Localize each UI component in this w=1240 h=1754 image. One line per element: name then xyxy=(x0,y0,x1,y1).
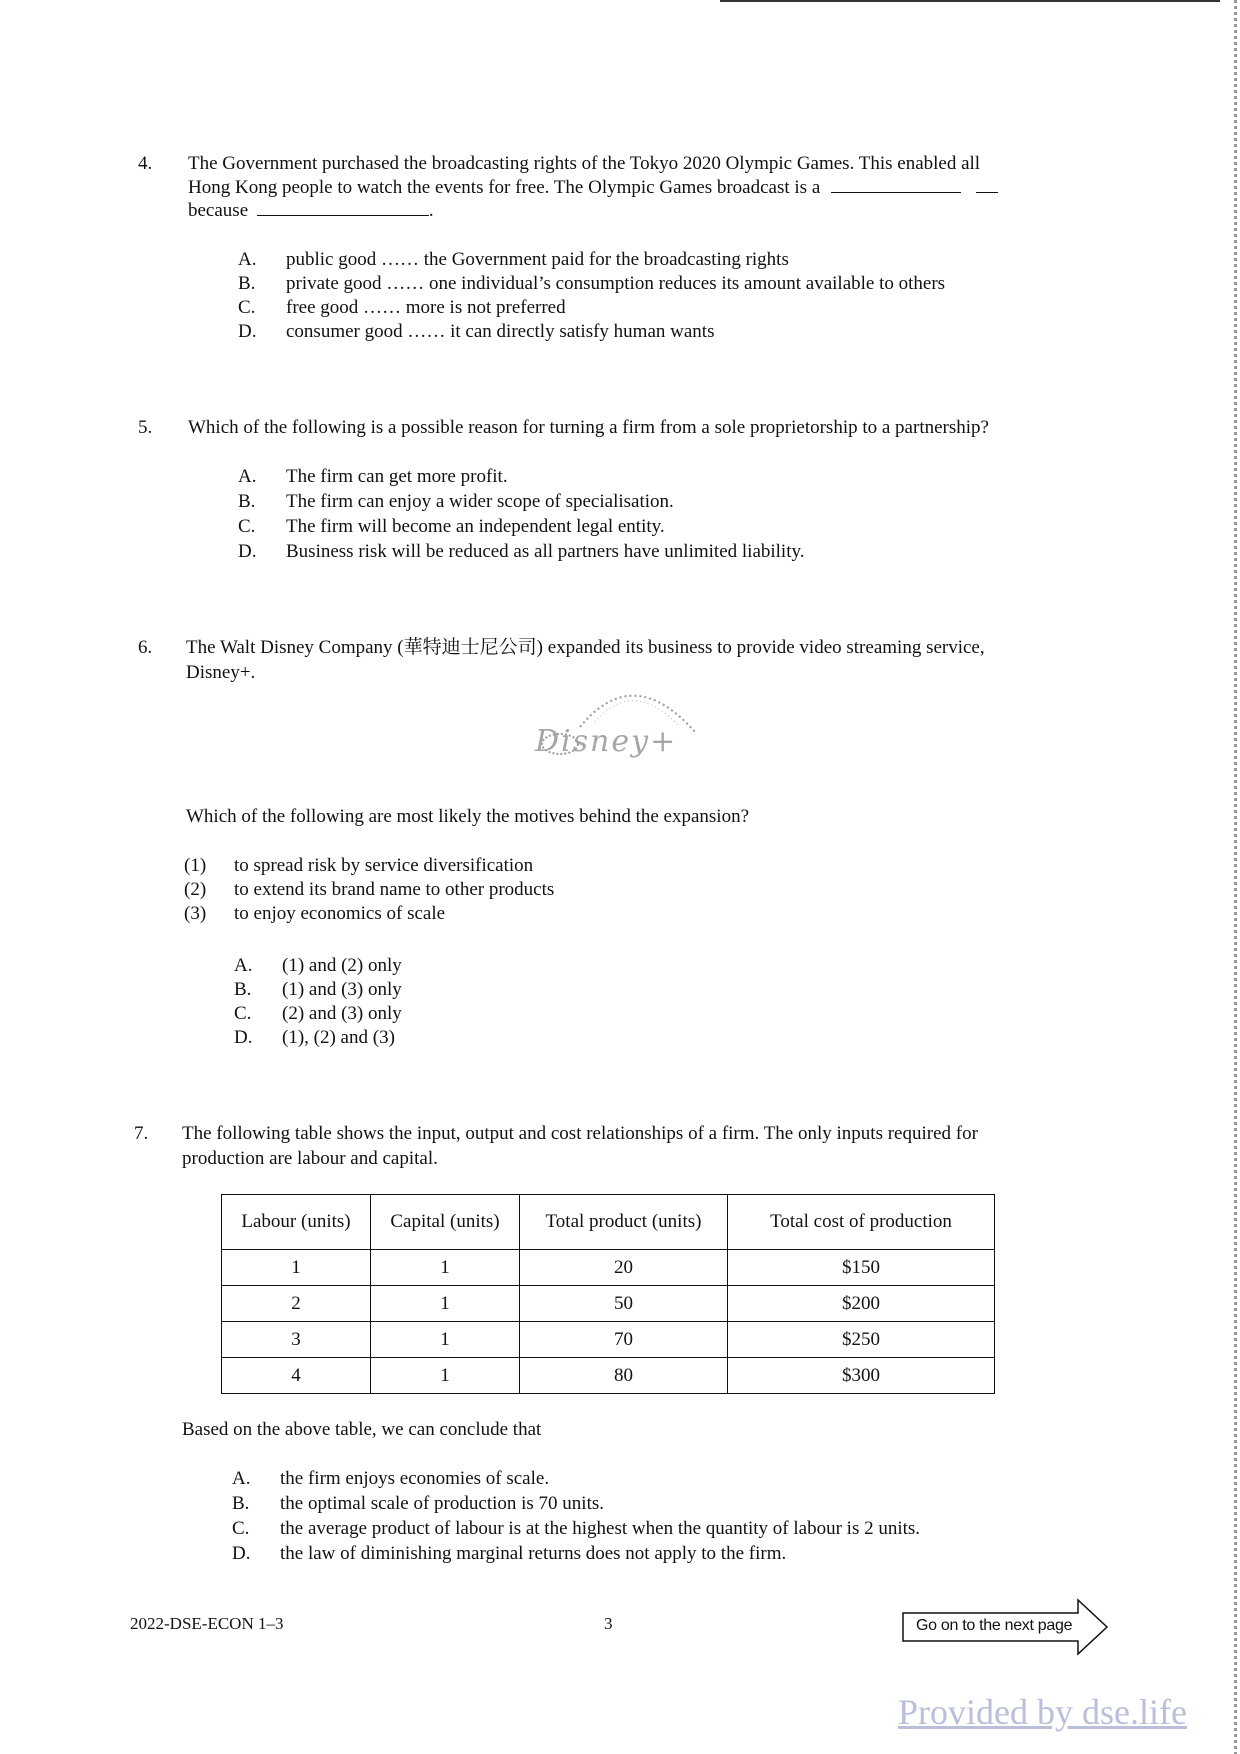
option-text: Business risk will be reduced as all partners have unlimited liability. xyxy=(286,541,805,562)
statement-number: (3) xyxy=(184,903,207,924)
go-next-page-label: Go on to the next page xyxy=(916,1617,1073,1634)
table-cell: 3 xyxy=(222,1322,371,1358)
option-text: the average product of labour is at the highest when the quantity of labour is 2 units. xyxy=(280,1518,921,1539)
table-cell: 1 xyxy=(371,1250,520,1286)
option-letter: D. xyxy=(234,1027,253,1048)
option-letter: A. xyxy=(234,955,253,976)
option-text: (1) and (3) only xyxy=(282,979,402,1000)
disney-plus-logo xyxy=(515,672,735,782)
q7-stem-line2: production are labour and capital. xyxy=(182,1148,438,1169)
q6-stem-line2: Disney+. xyxy=(186,662,256,683)
q6-stem-line1: The Walt Disney Company (華特迪士尼公司) expanded its business to provide video streaming service, xyxy=(186,637,985,658)
option-letter: A. xyxy=(238,466,257,487)
option-letter: A. xyxy=(238,249,257,270)
top-edge-scan-mark xyxy=(720,0,1220,2)
option-letter: C. xyxy=(232,1518,250,1539)
option-text: the optimal scale of production is 70 units. xyxy=(280,1493,605,1514)
table-cell: $200 xyxy=(728,1286,995,1322)
statement-text: to spread risk by service diversification xyxy=(234,855,534,876)
q7-number: 7. xyxy=(134,1123,149,1144)
q4-stem-line2 xyxy=(188,176,998,200)
statement-text: to extend its brand name to other products xyxy=(234,879,555,900)
right-edge-scan-mark xyxy=(1234,0,1237,1754)
option-letter: D. xyxy=(232,1543,251,1564)
option-letter: C. xyxy=(238,516,256,537)
q4-stem-line2-text: Hong Kong people to watch the events for free. The Olympic Games broadcast is a xyxy=(188,177,821,198)
option-letter: B. xyxy=(234,979,252,1000)
option-text: The firm can get more profit. xyxy=(286,466,508,487)
table-header-cell: Labour (units) xyxy=(222,1195,371,1250)
q6-number: 6. xyxy=(138,637,153,658)
option-text: consumer good …… it can directly satisfy human wants xyxy=(286,321,715,342)
table-header-cell: Total product (units) xyxy=(520,1195,728,1250)
table-cell: 1 xyxy=(371,1322,520,1358)
option-text: public good …… the Government paid for the broadcasting rights xyxy=(286,249,789,270)
table-header-cell: Capital (units) xyxy=(371,1195,520,1250)
table-cell: $250 xyxy=(728,1322,995,1358)
option-text: (1) and (2) only xyxy=(282,955,402,976)
q4-blank-1-tail xyxy=(976,176,998,193)
option-letter: C. xyxy=(234,1003,252,1024)
table-cell: 2 xyxy=(222,1286,371,1322)
statement-text: to enjoy economics of scale xyxy=(234,903,446,924)
option-letter: B. xyxy=(232,1493,250,1514)
table-cell: $300 xyxy=(728,1358,995,1394)
option-text: the firm enjoys economies of scale. xyxy=(280,1468,550,1489)
option-letter: B. xyxy=(238,491,256,512)
option-text: free good …… more is not preferred xyxy=(286,297,566,318)
table-cell: 1 xyxy=(371,1286,520,1322)
paper-code: 2022-DSE-ECON 1–3 xyxy=(130,1614,284,1633)
q7-stem-line1: The following table shows the input, output and cost relationships of a firm. The only inputs required for xyxy=(182,1123,978,1144)
option-letter: B. xyxy=(238,273,256,294)
table-row xyxy=(222,1322,995,1358)
table-cell: $150 xyxy=(728,1250,995,1286)
q4-number: 4. xyxy=(138,153,153,174)
table-row xyxy=(222,1250,995,1286)
table-header-cell: Total cost of production xyxy=(728,1195,995,1250)
q4-period: . xyxy=(428,200,434,221)
option-text: (2) and (3) only xyxy=(282,1003,402,1024)
q5-stem: Which of the following is a possible reason for turning a firm from a sole proprietorship to a partnership? xyxy=(188,417,989,438)
table-row xyxy=(222,1358,995,1394)
option-letter: A. xyxy=(232,1468,251,1489)
statement-number: (2) xyxy=(184,879,207,900)
q4-blank-1 xyxy=(831,176,961,193)
table-cell: 1 xyxy=(371,1358,520,1394)
option-text: the law of diminishing marginal returns does not apply to the firm. xyxy=(280,1543,787,1564)
option-text: The firm can enjoy a wider scope of specialisation. xyxy=(286,491,674,512)
table-cell: 70 xyxy=(520,1322,728,1358)
go-next-page-button[interactable] xyxy=(902,1598,1110,1656)
page-number: 3 xyxy=(604,1614,613,1633)
q4-stem-line1: The Government purchased the broadcasting rights of the Tokyo 2020 Olympic Games. This enabled all xyxy=(188,153,981,174)
table-cell: 80 xyxy=(520,1358,728,1394)
table-cell: 4 xyxy=(222,1358,371,1394)
table-header-row xyxy=(222,1195,995,1250)
q4-because: because xyxy=(188,200,249,221)
q6-question: Which of the following are most likely the motives behind the expansion? xyxy=(186,806,750,827)
table-cell: 50 xyxy=(520,1286,728,1322)
option-letter: D. xyxy=(238,321,257,342)
option-letter: C. xyxy=(238,297,256,318)
table-cell: 1 xyxy=(222,1250,371,1286)
option-text: private good …… one individual’s consumption reduces its amount available to others xyxy=(286,273,946,294)
q7-conclusion: Based on the above table, we can conclude that xyxy=(182,1419,542,1440)
statement-number: (1) xyxy=(184,855,207,876)
table-row xyxy=(222,1286,995,1322)
watermark-link[interactable]: Provided by dse.life xyxy=(898,1692,1187,1732)
option-text: The firm will become an independent legal entity. xyxy=(286,516,665,537)
input-output-cost-table xyxy=(221,1194,995,1394)
table-cell: 20 xyxy=(520,1250,728,1286)
q5-number: 5. xyxy=(138,417,153,438)
disney-plus-logo-text: Disney+ xyxy=(535,724,678,759)
q4-blank-2 xyxy=(257,199,429,216)
option-text: (1), (2) and (3) xyxy=(282,1027,395,1048)
option-letter: D. xyxy=(238,541,257,562)
q4-stem-line3 xyxy=(188,199,434,223)
